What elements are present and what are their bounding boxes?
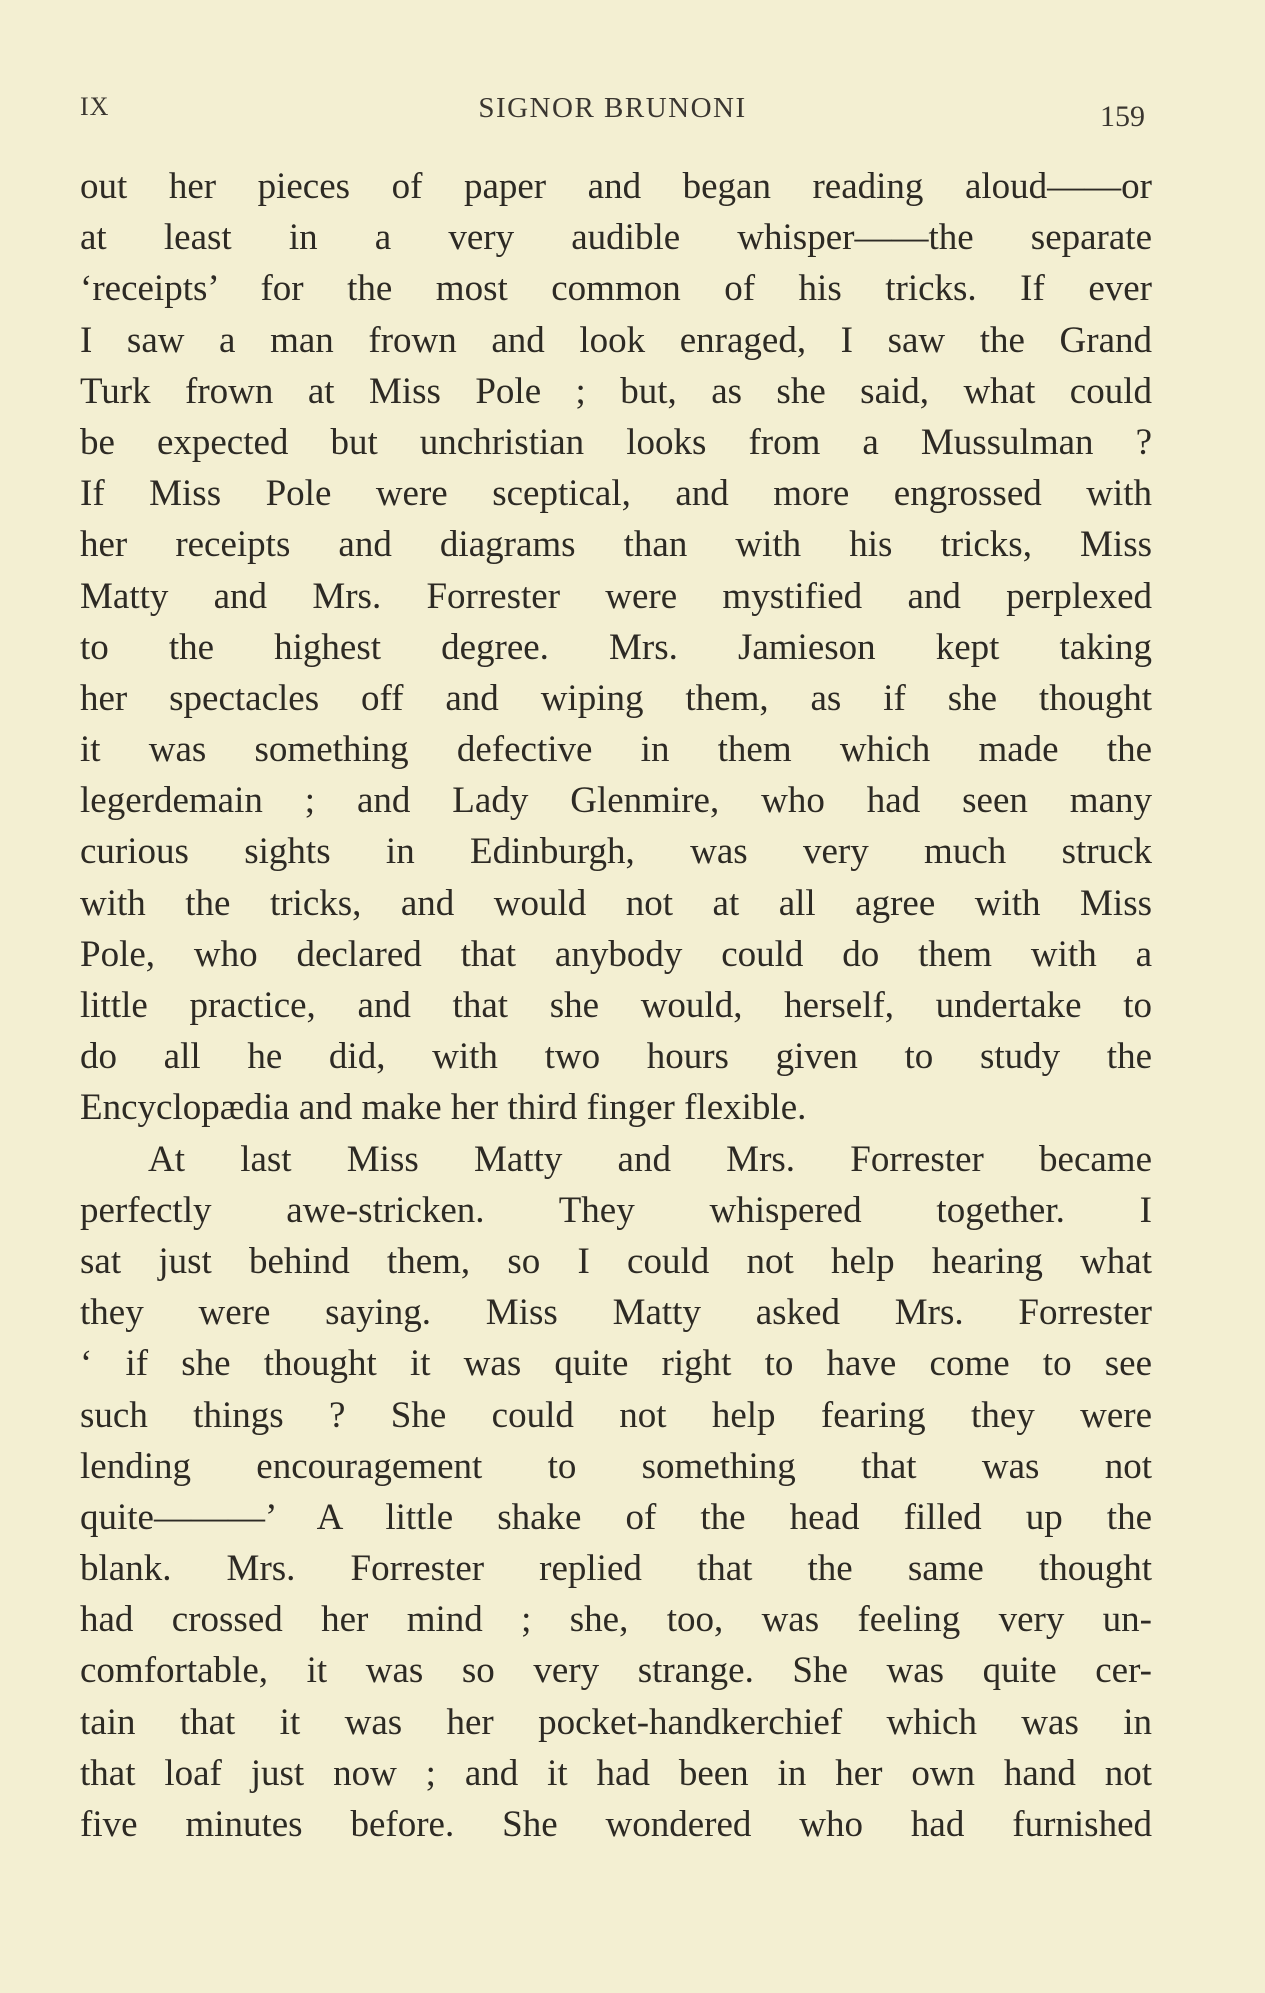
running-head <box>80 92 1145 132</box>
text-line: Turk frown at Miss Pole ; but, as she said, what could <box>80 370 1152 412</box>
text-line-paragraph-start: At last Miss Matty and Mrs. Forrester became <box>148 1138 1152 1180</box>
text-line: her receipts and diagrams than with his tricks, Miss <box>80 524 1152 566</box>
text-line: perfectly awe-stricken. They whispered together. I <box>80 1189 1152 1231</box>
chapter-number: IX <box>80 92 110 121</box>
text-line: five minutes before. She wondered who had furnished <box>80 1804 1152 1845</box>
text-line: they were saying. Miss Matty asked Mrs. Forrester <box>80 1292 1152 1334</box>
text-line: legerdemain ; and Lady Glenmire, who had seen many <box>80 780 1152 822</box>
text-line: little practice, and that she would, herself, undertake to <box>80 985 1152 1026</box>
text-line: tain that it was her pocket-handkerchief which was in <box>80 1701 1152 1743</box>
text-line: curious sights in Edinburgh, was very much struck <box>80 831 1152 873</box>
text-line: it was something defective in them which made the <box>80 729 1152 771</box>
page-number: 159 <box>1100 100 1145 133</box>
text-line: Matty and Mrs. Forrester were mystified and perplexed <box>80 575 1152 617</box>
text-line: If Miss Pole were sceptical, and more engrossed with <box>80 473 1152 515</box>
text-line: that loaf just now ; and it had been in her own hand not <box>80 1752 1152 1794</box>
text-line-paragraph-end: Encyclopædia and make her third finger flexible. <box>80 1087 807 1129</box>
text-line: out her pieces of paper and began reading aloud——or <box>80 166 1152 207</box>
text-line: blank. Mrs. Forrester replied that the same thought <box>80 1548 1152 1590</box>
text-line: with the tricks, and would not at all agree with Miss <box>80 882 1152 924</box>
text-line: at least in a very audible whisper——the separate <box>80 217 1152 259</box>
text-line: Pole, who declared that anybody could do them with a <box>80 933 1152 975</box>
text-line: be expected but unchristian looks from a Mussulman ? <box>80 421 1152 463</box>
text-line: her spectacles off and wiping them, as if she thought <box>80 677 1152 719</box>
text-line: ‘receipts’ for the most common of his tricks. If ever <box>80 268 1152 310</box>
text-line: to the highest degree. Mrs. Jamieson kept taking <box>80 626 1152 668</box>
text-line: such things ? She could not help fearing they were <box>80 1394 1152 1436</box>
text-line: lending encouragement to something that was not <box>80 1445 1152 1487</box>
text-line: quite———’ A little shake of the head filled up the <box>80 1496 1152 1538</box>
text-line: comfortable, it was so very strange. She was quite cer- <box>80 1650 1152 1692</box>
text-line: do all he did, with two hours given to study the <box>80 1036 1152 1078</box>
text-line: I saw a man frown and look enraged, I saw the Grand <box>80 319 1152 361</box>
text-line: ‘ if she thought it was quite right to have come to see <box>80 1343 1152 1385</box>
body-text <box>80 161 1152 1850</box>
text-line: had crossed her mind ; she, too, was feeling very un- <box>80 1599 1152 1641</box>
running-title: SIGNOR BRUNONI <box>478 92 747 124</box>
text-line: sat just behind them, so I could not help hearing what <box>80 1240 1152 1282</box>
